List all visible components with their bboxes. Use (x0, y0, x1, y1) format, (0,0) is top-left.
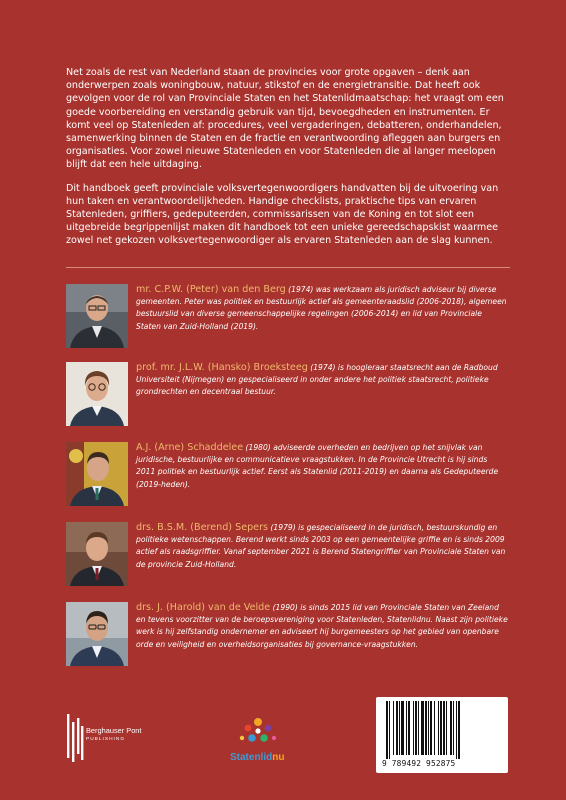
author-bio-text: (1974) was werkzaam als juridisch adviseur bij diverse gemeenten. Peter was politiek en bestuurlijk actief als gemeenteraadslid (2006-2018), algemeen bestuurslid van diverse gemeenschappelijke regelingen (2006-2014) en lid van Provinciale Staten van Zuid-Holland (2019). (136, 285, 507, 331)
author-bio (136, 602, 508, 651)
author-name: A.J. (Arne) Schaddelee (136, 442, 244, 453)
author-name: drs. B.S.M. (Berend) Sepers (136, 522, 269, 533)
author-entry (66, 284, 510, 350)
intro-text (66, 66, 506, 258)
partner-logo (228, 712, 300, 772)
author-name: drs. J. (Harold) van de Velde (136, 602, 271, 613)
author-bio (136, 362, 508, 399)
statenlidnu-logo-icon (228, 712, 288, 752)
publisher-name: Berghauser Pont (86, 726, 142, 735)
publisher-sub: PUBLISHING (86, 737, 126, 742)
author-photo (66, 442, 128, 506)
author-photo (66, 602, 128, 666)
barcode-number: 9 789492 952875 (382, 759, 456, 768)
author-entry (66, 602, 510, 668)
author-bio-text: (1974) is hoogleraar staatsrecht aan de Radboud Universiteit (Nijmegen) en gespecialiseerd in onder andere het politiek staatsrecht, politieke grondrechten en decentraal bestuur. (136, 363, 498, 397)
author-entry (66, 442, 510, 508)
intro-paragraph-2: Dit handboek geeft provinciale volksvertegenwoordigers handvatten bij de uitvoering van hun taken en verantwoordelijkheden. Handige checklists, praktische tips van ervaren Statenleden, griffiers, gedeputeerden, commissarissen van de Koning en tot slot een uitgebreide begrippenlijst maken dit handboek tot een unieke gereedschapskist waarmee zowel net gekozen volksvertegenwoordiger als ervaren Statenleden aan de slag kunnen. (66, 182, 499, 247)
author-bio-text: (1980) adviseerde overheden en bedrijven op het snijvlak van juridische, bestuurlijke en communicatieve vraagstukken. In de Provincie Utrecht is hij sinds 2011 politiek en bestuurlijk actief. Eerst als Statenlid (2011-2019) en daarna als Gedeputeerde (2019-heden). (136, 443, 499, 489)
author-bio-text: (1990) is sinds 2015 lid van Provinciale Staten van Zeeland en tevens voorzitter van de beroepsvereniging voor Statenleden, Statenlidnu. Naast zijn politieke werk is hij zelfstandig ondernemer en adviseert hij burgemeesters op het gebied van openbare orde en veiligheid en overheidsorganisaties bij governance-vraagstukken. (136, 603, 508, 649)
intro-paragraph-1: Net zoals de rest van Nederland staan de provincies voor grote opgaven – denk aan onderwerpen zoals woningbouw, natuur, stikstof en de energietransitie. Dat heeft ook gevolgen voor de rol van Provinciale Staten en het Statenlidmaatschap: het vraagt om een goede voorbereiding en verstandig gebruik van tijd, bevoegdheden en instrumenten. Er komt veel op Statenleden af: procedures, veel vergaderingen, debatteren, onderhandelen, samenwerking binnen de Staten en de fractie en verantwoording afleggen aan burgers en organisaties. Voor zowel nieuwe Statenleden en voor Statenleden die al langer meelopen blijft dat een hele uitdaging. (66, 67, 504, 171)
publisher-logo-icon (66, 712, 84, 764)
partner-name: Statenlid (230, 752, 273, 763)
author-entry (66, 362, 510, 428)
barcode (376, 697, 508, 773)
divider (66, 267, 510, 268)
author-bio (136, 284, 508, 333)
partner-name-suffix: nu (272, 752, 285, 763)
author-bio (136, 442, 508, 491)
author-photo (66, 362, 128, 426)
barcode-bars (382, 701, 502, 759)
author-bio (136, 522, 508, 571)
publisher-logo (66, 712, 176, 768)
author-name: mr. C.P.W. (Peter) van den Berg (136, 284, 286, 295)
author-photo (66, 522, 128, 586)
author-bio-text: (1979) is gespecialiseerd in de juridisch, bestuurskundig en politieke wetenschappen. Berend werkt sinds 2003 op een gemeentelijke griffie en is sinds 2009 actief als raadsgriffier. Vanaf september 2021 is Berend Statengriffier van Provinciale Staten van de provincie Zuid-Holland. (136, 523, 506, 569)
author-photo (66, 284, 128, 348)
author-name: prof. mr. J.L.W. (Hansko) Broeksteeg (136, 362, 308, 373)
author-entry (66, 522, 510, 588)
